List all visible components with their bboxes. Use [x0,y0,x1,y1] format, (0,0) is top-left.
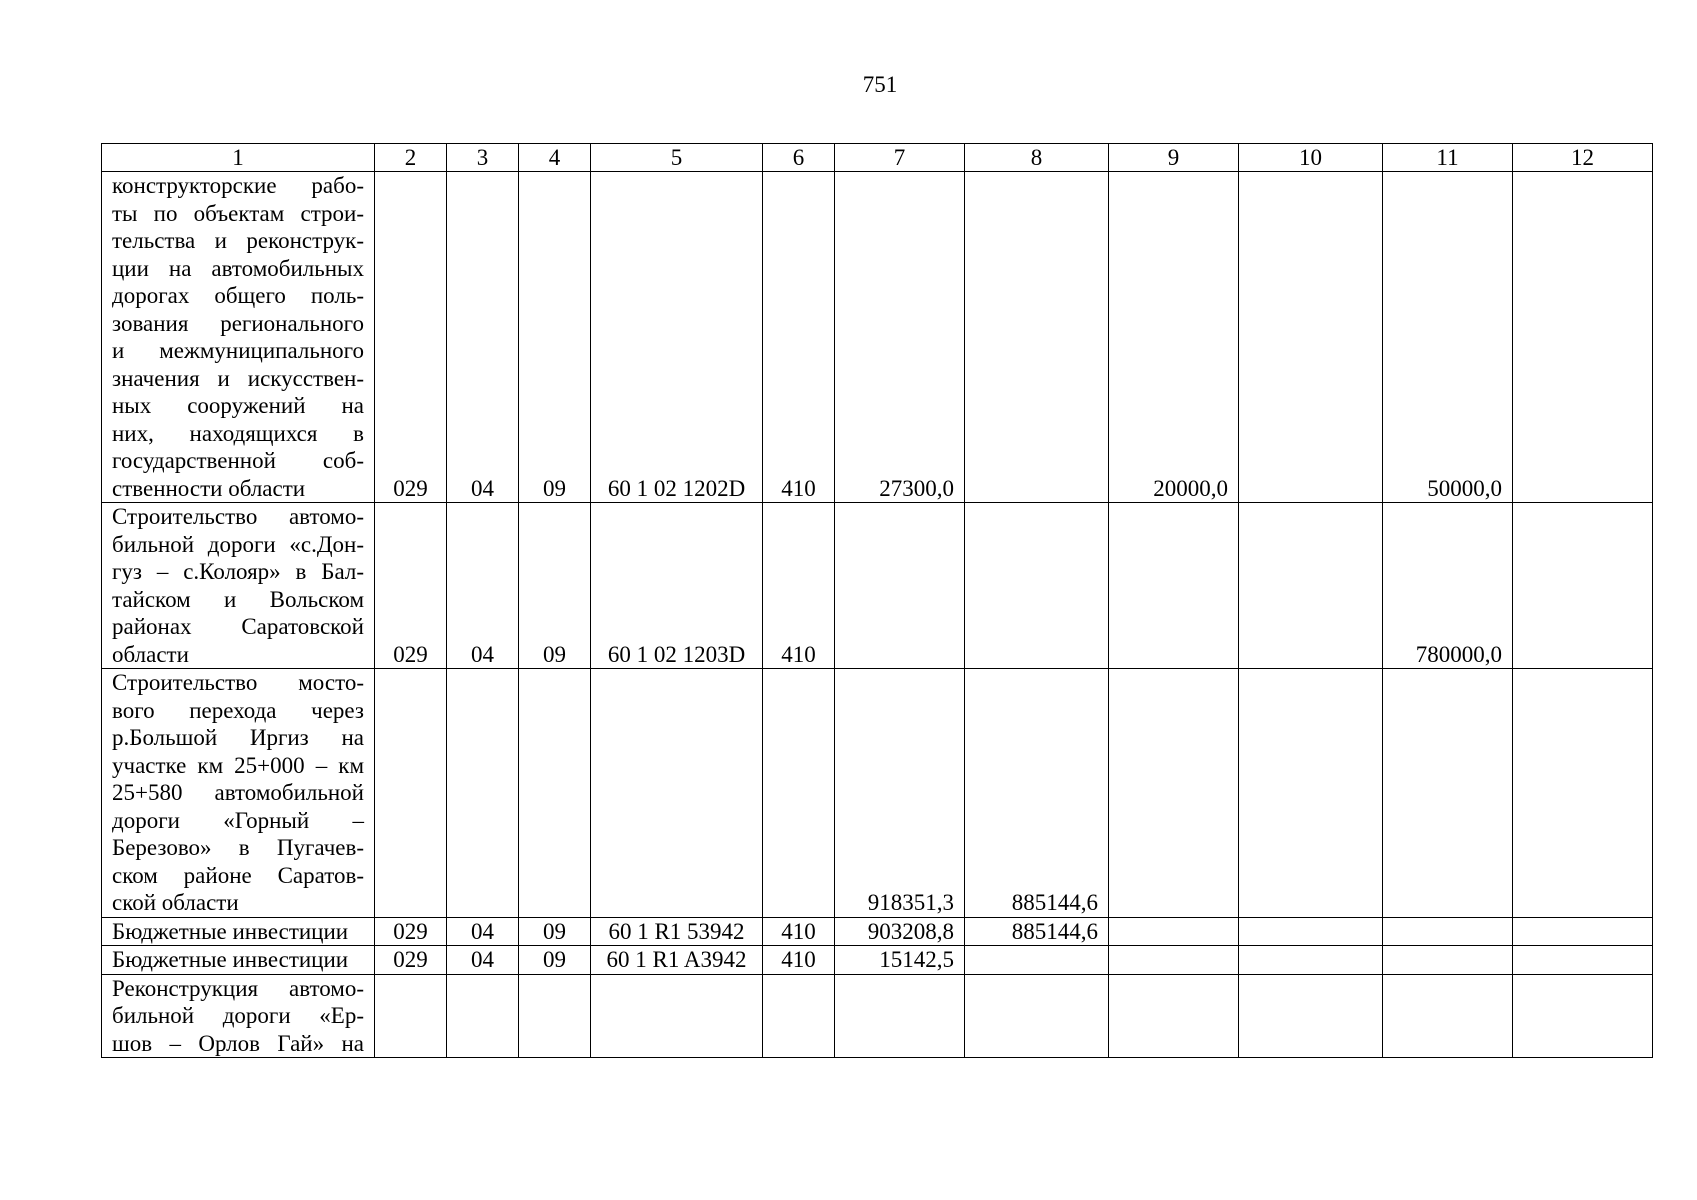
column-number: 9 [1109,144,1239,172]
amount-col-7: 15142,5 [835,946,965,975]
amount-col-9 [1109,503,1239,669]
ministry-code: 029 [375,946,447,975]
amount-col-11: 50000,0 [1383,172,1513,503]
expense-type-code: 410 [763,917,835,946]
item-name-line: зования регионального [112,310,364,336]
budget-table [101,143,1653,1058]
expense-type-code: 410 [763,946,835,975]
target-article-code: 60 1 R1 A3942 [591,946,763,975]
target-article-code [591,974,763,1058]
item-name-cell [102,172,375,503]
column-number: 12 [1513,144,1653,172]
expense-type-code [763,669,835,918]
item-name-line: конструкторские рабо- [112,173,364,198]
item-name-line: ственности области [112,475,306,501]
section-code [447,669,519,918]
item-name-line: Бюджетные инвестиции [112,947,349,972]
ministry-code: 029 [375,172,447,503]
item-name-line: Строительство мосто- [112,670,364,695]
item-name-line: ных сооружений на [112,393,364,418]
amount-col-7: 918351,3 [835,669,965,918]
column-number: 2 [375,144,447,172]
amount-col-9 [1109,669,1239,918]
amount-col-7 [835,503,965,669]
item-name-line: ской области [112,890,239,915]
item-name-line: дорогах общего поль- [112,283,364,308]
column-number-row [102,144,1653,172]
amount-col-10 [1239,946,1383,975]
item-name-line: бильной дороги «Ер- [112,1003,364,1028]
column-number: 4 [519,144,591,172]
item-name-line: тельства и реконструк- [112,228,364,253]
amount-col-10 [1239,172,1383,503]
item-name-line: районах Саратовской [112,614,364,639]
item-name-line: значения и искусствен- [112,365,364,391]
section-code [447,974,519,1058]
subsection-code: 09 [519,946,591,975]
amount-col-11: 780000,0 [1383,503,1513,669]
amount-col-12 [1513,503,1653,669]
item-name-line: участке км 25+000 – км [112,752,364,778]
expense-type-code: 410 [763,503,835,669]
table-body [102,144,1653,1058]
item-name-line: 25+580 автомобильной [112,780,364,805]
amount-col-11 [1383,946,1513,975]
ministry-code [375,974,447,1058]
amount-col-12 [1513,917,1653,946]
target-article-code: 60 1 02 1203D [591,503,763,669]
subsection-code [519,669,591,918]
item-name-cell [102,917,375,946]
item-name-line: бильной дороги «с.Дон- [112,531,364,557]
section-code: 04 [447,946,519,975]
amount-col-12 [1513,669,1653,918]
amount-col-10 [1239,974,1383,1058]
ministry-code: 029 [375,503,447,669]
item-name-line: р.Большой Иргиз на [112,725,364,750]
amount-col-8: 885144,6 [965,669,1109,918]
item-name-line: шов – Орлов Гай» на [112,1030,364,1056]
item-name-line: ском районе Саратов- [112,862,364,888]
item-name-cell [102,946,375,975]
item-name-line: вого перехода через [112,697,364,723]
item-name-line: области [112,641,189,667]
column-number: 11 [1383,144,1513,172]
item-name-line: Реконструкция автомо- [112,975,364,1001]
expense-type-code: 410 [763,172,835,503]
item-name-cell [102,974,375,1058]
table-row [102,669,1653,918]
amount-col-11 [1383,974,1513,1058]
column-number: 3 [447,144,519,172]
amount-col-8 [965,946,1109,975]
column-number: 6 [763,144,835,172]
target-article-code: 60 1 02 1202D [591,172,763,503]
section-code: 04 [447,917,519,946]
item-name-line: и межмуниципального [112,338,364,363]
section-code: 04 [447,172,519,503]
subsection-code [519,974,591,1058]
ministry-code [375,669,447,918]
table-row [102,974,1653,1058]
amount-col-7: 903208,8 [835,917,965,946]
amount-col-9: 20000,0 [1109,172,1239,503]
item-name-line: дороги «Горный – [112,807,364,833]
target-article-code [591,669,763,918]
amount-col-9 [1109,974,1239,1058]
subsection-code: 09 [519,172,591,503]
amount-col-9 [1109,946,1239,975]
expense-type-code [763,974,835,1058]
item-name-line: гуз – с.Колояр» в Бал- [112,559,364,584]
column-number: 8 [965,144,1109,172]
amount-col-8 [965,172,1109,503]
column-number: 7 [835,144,965,172]
amount-col-7: 27300,0 [835,172,965,503]
amount-col-8 [965,503,1109,669]
subsection-code: 09 [519,503,591,669]
ministry-code: 029 [375,917,447,946]
amount-col-11 [1383,917,1513,946]
amount-col-12 [1513,946,1653,975]
item-name-line: Бюджетные инвестиции [112,918,349,944]
item-name-line: ции на автомобильных [112,255,364,281]
table-row [102,172,1653,503]
amount-col-11 [1383,669,1513,918]
target-article-code: 60 1 R1 53942 [591,917,763,946]
amount-col-7 [835,974,965,1058]
amount-col-10 [1239,503,1383,669]
amount-col-12 [1513,172,1653,503]
column-number: 1 [102,144,375,172]
amount-col-9 [1109,917,1239,946]
amount-col-10 [1239,669,1383,918]
item-name-cell [102,669,375,918]
item-name-line: Строительство автомо- [112,504,364,529]
amount-col-12 [1513,974,1653,1058]
page-number: 751 [862,72,898,97]
column-number: 10 [1239,144,1383,172]
item-name-cell [102,503,375,669]
amount-col-8 [965,974,1109,1058]
section-code: 04 [447,503,519,669]
item-name-line: государственной соб- [112,448,364,473]
table-row [102,503,1653,669]
amount-col-10 [1239,917,1383,946]
table-row [102,917,1653,946]
table-row [102,946,1653,975]
item-name-line: тайском и Вольском [112,586,364,612]
amount-col-8: 885144,6 [965,917,1109,946]
item-name-line: Березово» в Пугачев- [112,835,364,860]
item-name-line: ты по объектам строи- [112,200,364,226]
column-number: 5 [591,144,763,172]
item-name-line: них, находящихся в [112,420,364,446]
subsection-code: 09 [519,917,591,946]
